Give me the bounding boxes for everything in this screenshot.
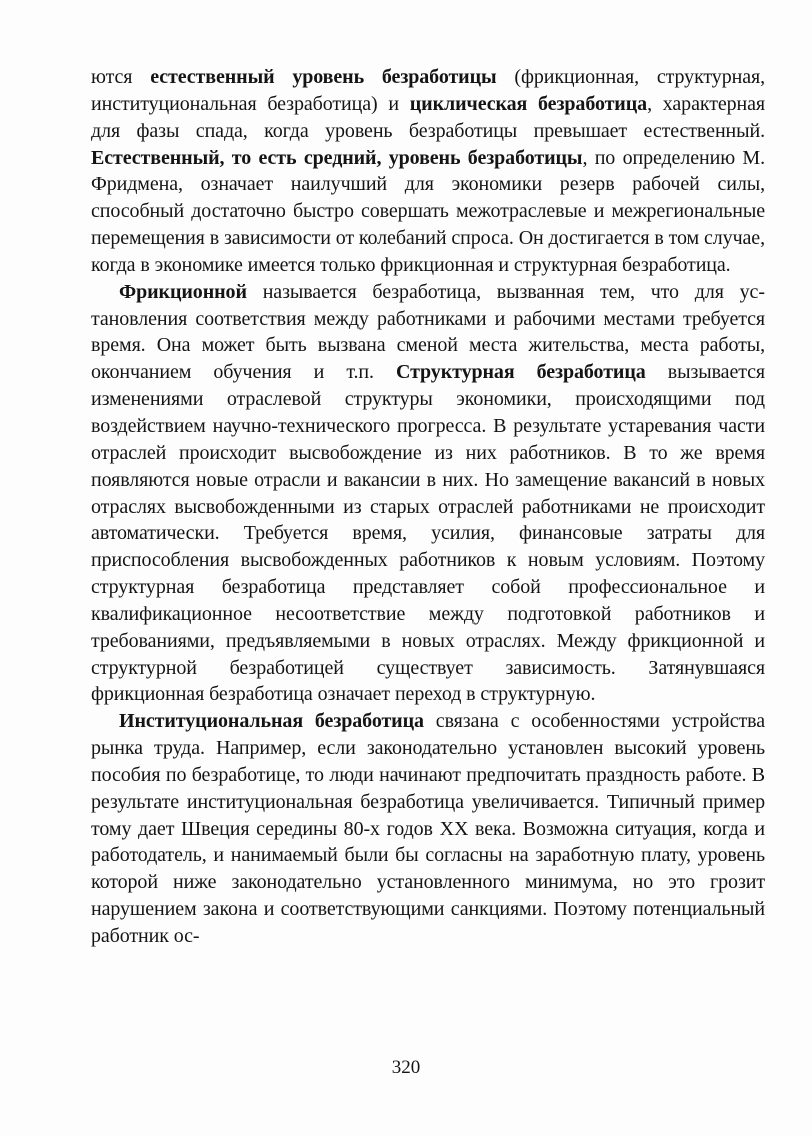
bold-term-institutional-unemployment: Институциональная безработица	[119, 710, 424, 733]
text-segment: вызывается изменениями отраслевой структуры экономики, происходящими под воздействием научно-технического прогресса. В результате устаревания части отраслей происходит высвобождение из них работников. В то же время появляются новые отрасли и вакансии в них. Но замещение вакансий в новых отраслях высвобожденными из старых отраслей работниками не происходит автоматически. Требуется время, усилия, финансовые затраты для приспособления высвобожденных работников к новым условиям. Поэтому структурная безработица представляет собой профессиональное и квалификационное несоответствие между подготовкой работников и требованиями, предъявляемыми в новых отраслях. Между фрикционной и структурной безработицей существует зависимость. Затянувшаяся фрикционная безработица означает переход в структурную.	[91, 361, 765, 706]
body-text	[91, 64, 765, 950]
bold-term-natural-unemployment-level: естественный уровень безработицы	[150, 66, 497, 88]
paragraph-2	[91, 279, 765, 709]
text-segment: , характерная для фазы спада, когда уровень безработицы превышает естественный.	[91, 92, 765, 142]
text-segment: (фрикционная, структурная, институциональная безработица) и	[91, 66, 765, 115]
bold-term-structural-unemployment: Структурная безработица	[395, 361, 646, 384]
text-segment: связана с особенностями устройства рынка труда. Например, если законодательно установлен высокий уровень пособия по безработице, то люди начинают предпочитать праздность работе. В результате институциональная безработица увеличивается. Типичный пример тому дает Швеция середины 80-х годов XX века. Возможна ситуация, когда и работодатель, и нанимаемый были бы согласны на заработную плату, уровень которой ниже законодательно установленного минимума, но это грозит нарушением закона и соответствующими санкциями. Поэтому потенциальный работник ос-	[91, 710, 765, 947]
text-segment: , по определению М. Фридмена, означает наилучший для экономики резерв рабочей силы, способный достаточно быстро совершать межотраслевые и межрегиональные перемещения в зависимости от колебаний спроса. Он достигается в том случае, когда в экономике имеется только фрикционная и структурная безработица.	[91, 146, 765, 276]
paragraph-1	[91, 64, 765, 279]
bold-term-frictional: Фрикционной	[119, 280, 247, 303]
text-segment: ются	[91, 66, 151, 88]
paragraph-3	[91, 708, 765, 950]
text-segment: называется безработица, вызванная тем, что для установления соответствия между работниками и рабочими местами требуется время. Она может быть вызвана сменой места жительства, места работы, окончанием обучения и т.п.	[91, 280, 765, 384]
bold-term-cyclical-unemployment: циклическая безработица	[409, 92, 648, 115]
bold-term-natural-average-level: Естественный, то есть средний, уровень безработицы	[91, 146, 583, 169]
page-number: 320	[391, 1057, 421, 1078]
